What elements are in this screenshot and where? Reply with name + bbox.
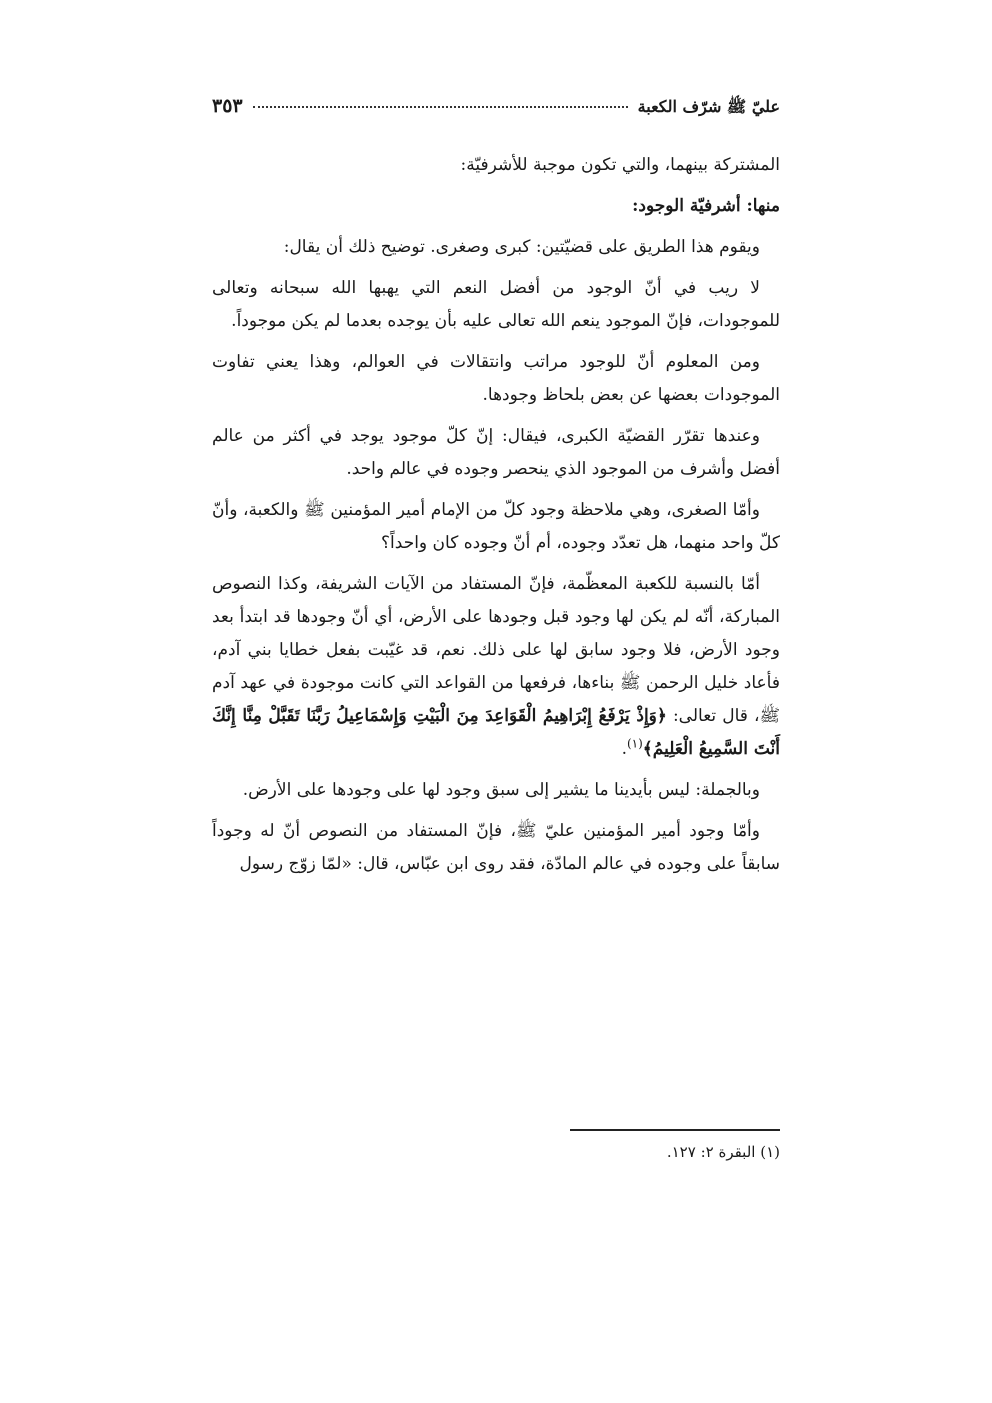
quran-verse: ﴿وَإِذْ يَرْفَعُ إِبْرَاهِيمُ الْقَوَاعِدَ مِنَ الْبَيْتِ وَإِسْمَاعِيلُ رَبَّنَا تَقَبَّلْ مِنَّا إِنَّكَ أَنْتَ السَّمِيعُ الْعَلِيمُ﴾ bbox=[212, 706, 780, 759]
running-title: عليّ ﷺ شرّف الكعبة bbox=[637, 97, 780, 116]
verse-end: . bbox=[621, 739, 627, 759]
footnote-divider bbox=[570, 1129, 780, 1131]
paragraph: وأمّا وجود أمير المؤمنين عليّ ﷺ، فإنّ المستفاد من النصوص أنّ له وجوداً سابقاً على وجوده في عالم المادّة، فقد روى ابن عبّاس، قال: «لمّا زوّج رسول bbox=[212, 821, 780, 874]
footnote: (١) البقرة ٢: ١٢٧. bbox=[666, 1143, 780, 1161]
paragraph: لا ريب في أنّ الوجود من أفضل النعم التي يهبها الله سبحانه وتعالى للموجودات، فإنّ الموجود ينعم الله تعالى عليه بأن يوجده بعدما لم يكن موجوداً. bbox=[212, 278, 780, 331]
paragraph: وأمّا الصغرى، وهي ملاحظة وجود كلّ من الإمام أمير المؤمنين ﷺ والكعبة، وأنّ كلّ واحد منهما، هل تعدّد وجوده، أم أنّ وجوده كان واحداً؟ bbox=[212, 500, 780, 553]
paragraph: وبالجملة: ليس بأيدينا ما يشير إلى سبق وجود لها على وجودها على الأرض. bbox=[242, 780, 760, 800]
paragraph: المشتركة بينهما، والتي تكون موجبة للأشرفيّة: bbox=[460, 155, 780, 175]
book-page bbox=[212, 95, 781, 1161]
paragraph: وعندها تقرّر القضيّة الكبرى، فيقال: إنّ كلّ موجود يوجد في أكثر من عالم أفضل وأشرف من الموجود الذي ينحصر وجوده في عالم واحد. bbox=[212, 426, 780, 479]
dotted-leader bbox=[253, 106, 628, 108]
paragraph: ومن المعلوم أنّ للوجود مراتب وانتقالات في العوالم، وهذا يعني تفاوت الموجودات بعضها عن بعض بلحاظ وجودها. bbox=[212, 352, 780, 405]
paragraph: ويقوم هذا الطريق على قضيّتين: كبرى وصغرى. توضيح ذلك أن يقال: bbox=[283, 237, 760, 257]
paragraph-with-verse bbox=[212, 568, 780, 766]
page-header bbox=[212, 95, 780, 131]
body-text bbox=[212, 149, 780, 881]
footnote-marker[interactable]: (١) bbox=[626, 736, 643, 751]
page-number: ٣٥٣ bbox=[212, 95, 243, 117]
paragraph-text: أمّا بالنسبة للكعبة المعظّمة، فإنّ المستفاد من الآيات الشريفة، وكذا النصوص المباركة، أنّه لم يكن لها وجود قبل وجودها على الأرض، أي أنّ وجودها قد ابتدأ بعد وجود الأرض، فلا وجود سابق لها على ذلك. نعم، قد غيّبت بفعل خطايا بني آدم، فأعاد خليل الرحمن ﷺ بناءها، فرفعها من القواعد التي كانت موجودة في عهد آدم ﷺ، قال تعالى: bbox=[212, 574, 781, 726]
section-heading: منها: أشرفيّة الوجود: bbox=[632, 196, 780, 216]
